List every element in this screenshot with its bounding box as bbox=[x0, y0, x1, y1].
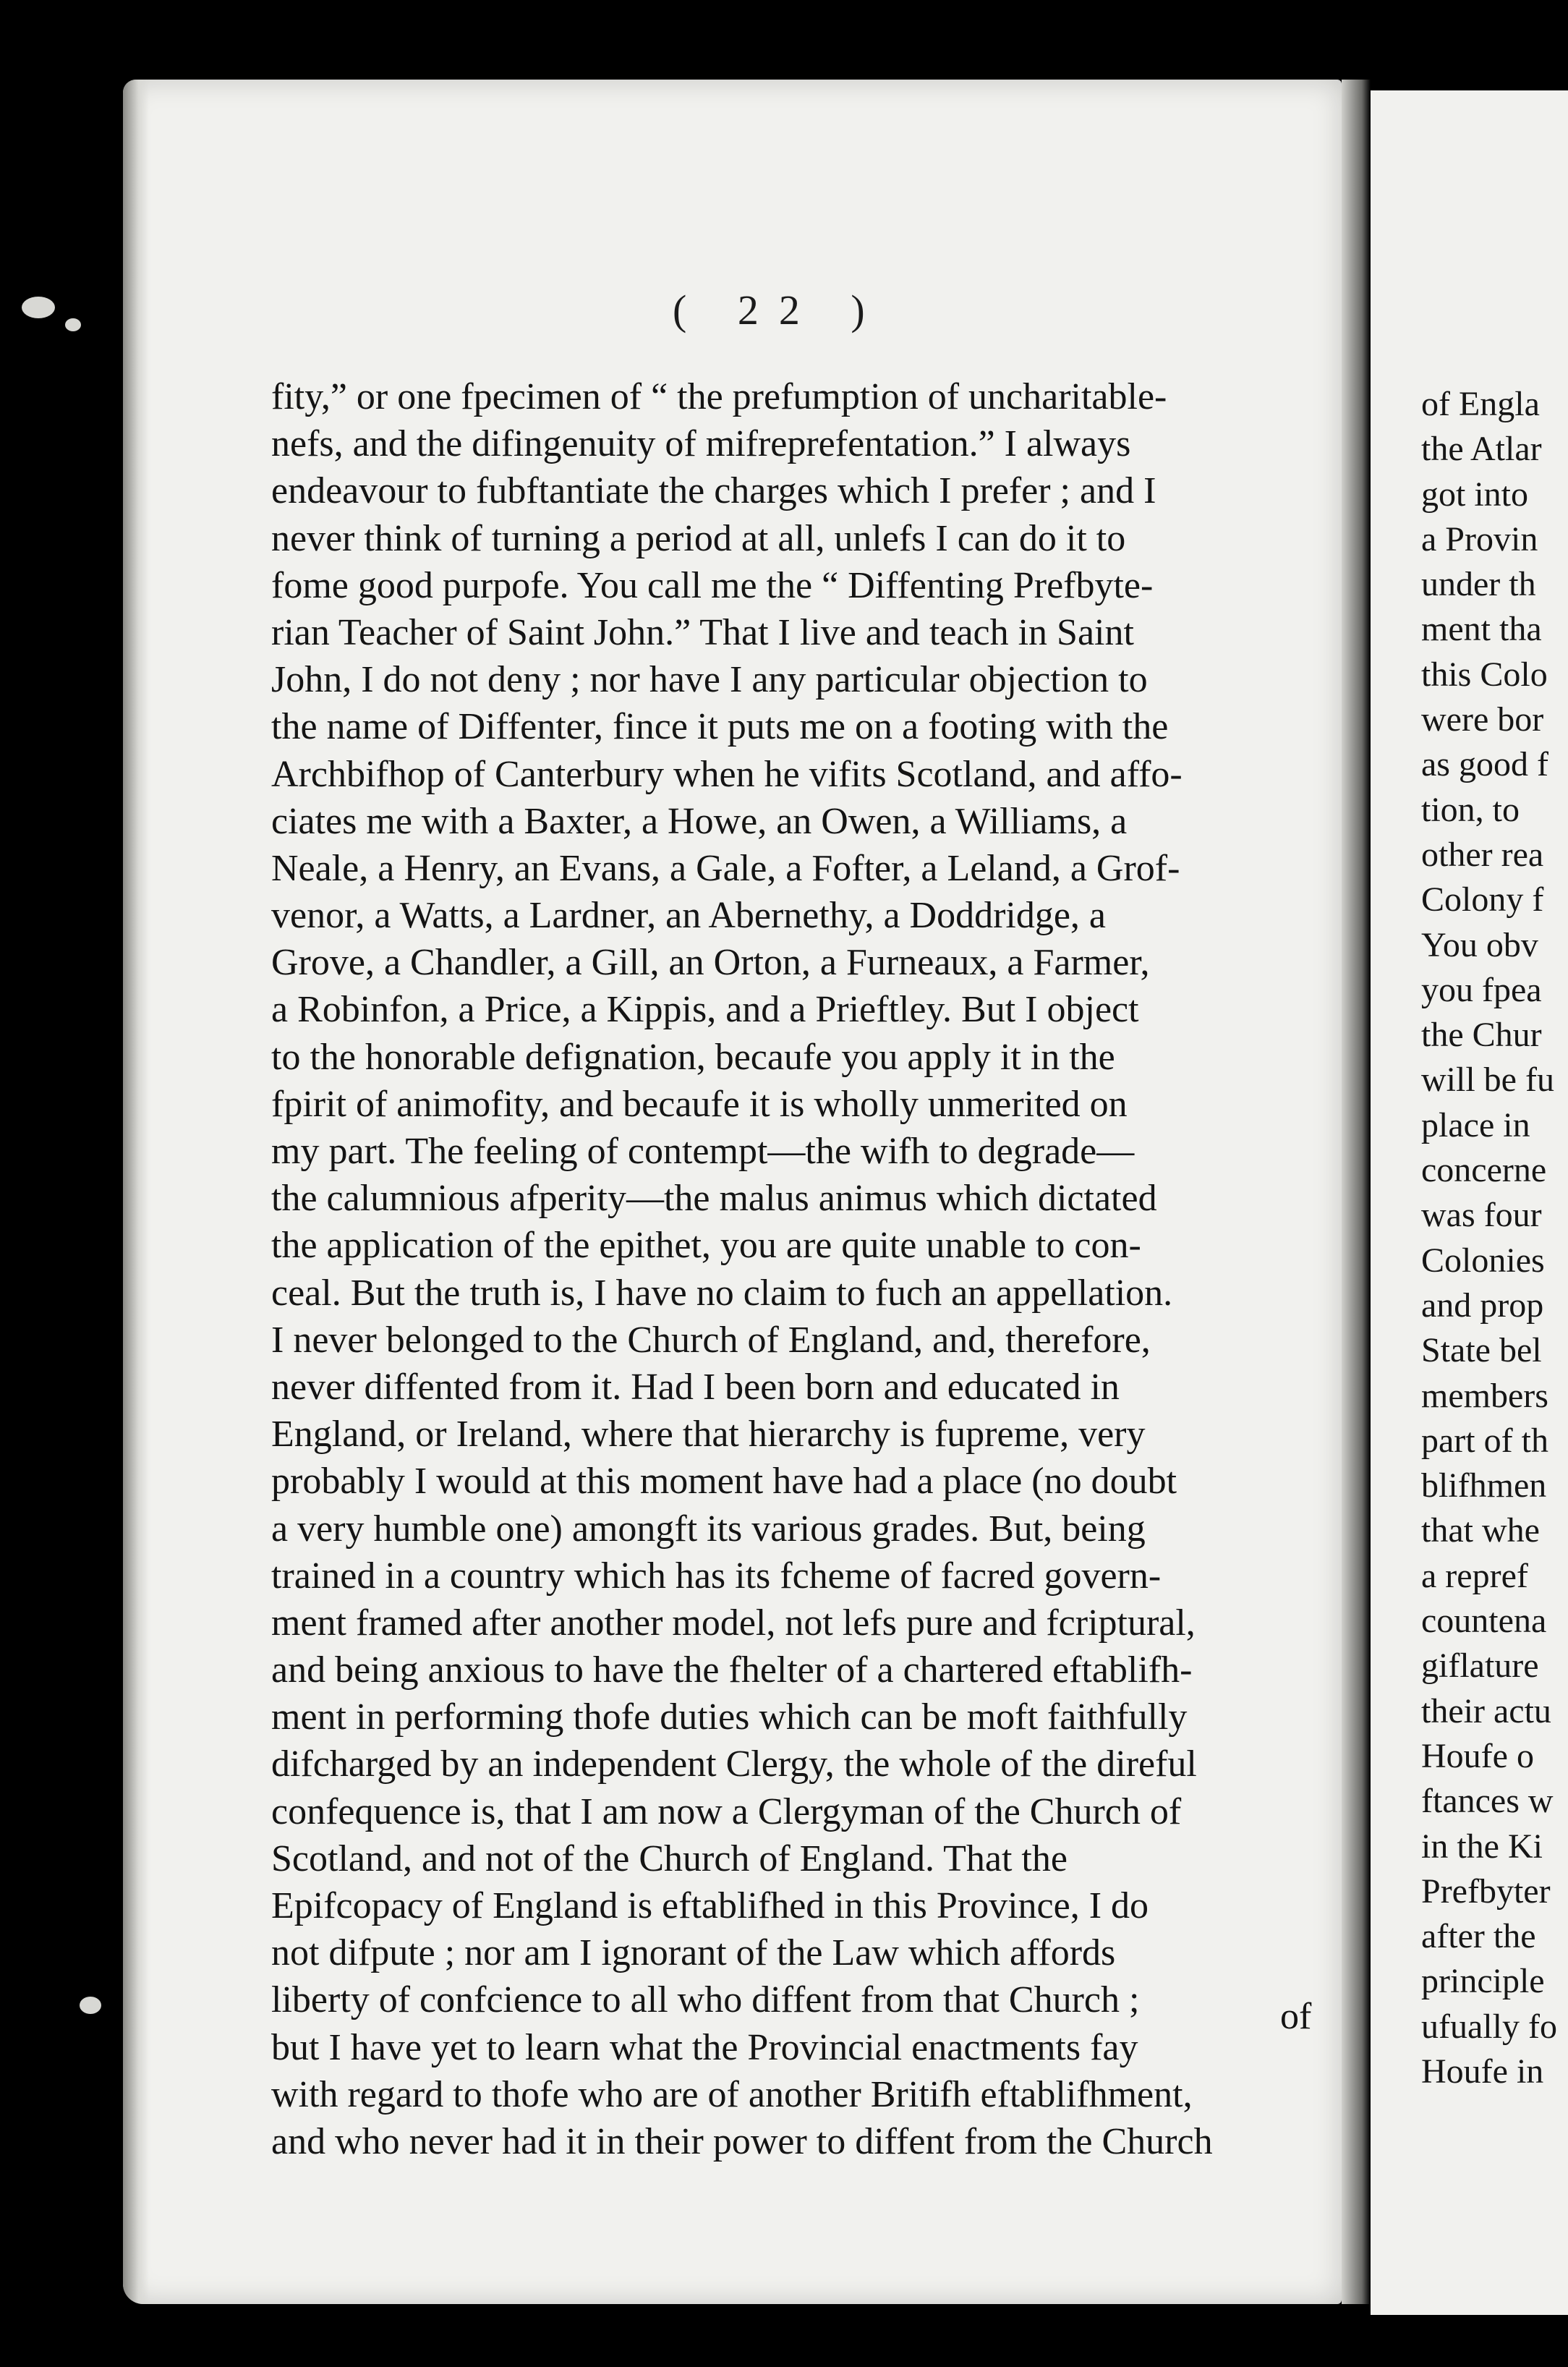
text-line: a Provin bbox=[1421, 519, 1538, 558]
text-line: Neale, a Henry, an Evans, a Gale, a Fofter, a Leland, a Grof- bbox=[271, 847, 1180, 889]
text-line: as good f bbox=[1421, 745, 1548, 784]
text-line: this Colo bbox=[1421, 655, 1548, 694]
text-line: Epifcopacy of England is eftablifhed in this Province, I do bbox=[271, 1885, 1149, 1926]
text-line: the name of Diffenter, fince it puts me on a footing with the bbox=[271, 706, 1169, 748]
text-line: principle bbox=[1421, 1962, 1545, 2001]
text-line: John, I do not deny ; nor have I any particular objection to bbox=[271, 659, 1148, 701]
text-line: tion, to bbox=[1421, 790, 1520, 829]
text-line: You obv bbox=[1421, 925, 1538, 964]
text-line: after the bbox=[1421, 1917, 1536, 1956]
text-line: England, or Ireland, where that hierarchy is fupreme, very bbox=[271, 1414, 1146, 1456]
text-line: giflature bbox=[1421, 1646, 1539, 1686]
text-line: place in bbox=[1421, 1105, 1530, 1144]
text-line: Colony f bbox=[1421, 880, 1544, 919]
text-line: their actu bbox=[1421, 1691, 1551, 1730]
text-line: trained in a country which has its fcheme of facred govern- bbox=[271, 1555, 1162, 1597]
text-line: never think of turning a period at all, unlefs I can do it to bbox=[271, 517, 1126, 559]
text-line: ciates me with a Baxter, a Howe, an Owen, a Williams, a bbox=[271, 800, 1128, 842]
right-page-body-text bbox=[1421, 382, 1566, 2094]
text-line: Grove, a Chandler, a Gill, an Orton, a Furneaux, a Farmer, bbox=[271, 942, 1150, 984]
text-line: nefs, and the difingenuity of mifreprefentation.” I always bbox=[271, 423, 1131, 465]
text-line: Houfe o bbox=[1421, 1736, 1534, 1775]
text-line: the application of the epithet, you are quite unable to con- bbox=[271, 1225, 1141, 1267]
text-line: a repref bbox=[1421, 1556, 1528, 1595]
text-line: my part. The feeling of contempt—the wifh to degrade— bbox=[271, 1131, 1135, 1172]
text-line: of Engla bbox=[1421, 385, 1540, 423]
text-line: with regard to thofe who are of another Britifh eftablifhment, bbox=[271, 2073, 1193, 2115]
text-line: never diffented from it. Had I been born and educated in bbox=[271, 1366, 1120, 1408]
page-number: ( 22 ) bbox=[673, 286, 885, 333]
text-line: rian Teacher of Saint John.” That I live and teach in Saint bbox=[271, 611, 1134, 653]
scan-speck bbox=[65, 318, 81, 331]
text-line: ment tha bbox=[1421, 610, 1542, 649]
text-line: but I have yet to learn what the Provincial enactments fay bbox=[271, 2026, 1138, 2068]
text-line: was four bbox=[1421, 1196, 1542, 1235]
text-line: ment framed after another model, not lefs pure and fcriptural, bbox=[271, 1602, 1196, 1644]
text-line: probably I would at this moment have had a place (no doubt bbox=[271, 1461, 1177, 1503]
text-line: you fpea bbox=[1421, 970, 1542, 1009]
text-line: fome good purpofe. You call me the “ Diffenting Prefbyte- bbox=[271, 564, 1154, 606]
text-line: and who never had it in their power to diffent from the Church bbox=[271, 2120, 1213, 2162]
text-line: liberty of confcience to all who diffent from that Church ; bbox=[271, 1979, 1140, 2021]
text-line: difcharged by an independent Clergy, the whole of the direful bbox=[271, 1743, 1197, 1785]
text-line: in the Ki bbox=[1421, 1827, 1543, 1866]
text-line: State bel bbox=[1421, 1331, 1542, 1370]
text-line: the calumnious afperity—the malus animus which dictated bbox=[271, 1178, 1157, 1220]
text-line: fity,” or one fpecimen of “ the prefumption of uncharitable- bbox=[271, 376, 1167, 417]
scan-speck bbox=[80, 1997, 101, 2014]
text-line: fpirit of animofity, and becaufe it is wholly unmerited on bbox=[271, 1083, 1128, 1125]
scan-speck bbox=[22, 297, 55, 318]
book-gutter bbox=[1342, 80, 1371, 2304]
text-line: got into bbox=[1421, 475, 1529, 514]
text-line: concerne bbox=[1421, 1151, 1547, 1190]
text-line: venor, a Watts, a Lardner, an Abernethy, a Doddridge, a bbox=[271, 895, 1107, 937]
text-line: members bbox=[1421, 1376, 1548, 1415]
text-line: confequence is, that I am now a Clergyman of the Church of bbox=[271, 1790, 1182, 1832]
text-line: I never belonged to the Church of England, and, therefore, bbox=[271, 1319, 1151, 1361]
text-line: a Robinfon, a Price, a Kippis, and a Prieftley. But I object bbox=[271, 989, 1139, 1031]
text-line: under th bbox=[1421, 565, 1536, 604]
text-line: ment in performing thofe duties which can be moft faithfully bbox=[271, 1696, 1188, 1738]
text-line: will be fu bbox=[1421, 1061, 1554, 1100]
text-line: Prefbyter bbox=[1421, 1871, 1551, 1911]
text-line: ceal. But the truth is, I have no claim to fuch an appellation. bbox=[271, 1272, 1173, 1314]
text-line: that whe bbox=[1421, 1511, 1540, 1550]
text-line: ftances w bbox=[1421, 1782, 1554, 1821]
text-line: blifhmen bbox=[1421, 1466, 1547, 1505]
text-line: part of th bbox=[1421, 1421, 1548, 1460]
text-line: and prop bbox=[1421, 1286, 1544, 1325]
text-line: to the honorable defignation, becaufe you apply it in the bbox=[271, 1036, 1115, 1078]
text-line: Scotland, and not of the Church of England. That the bbox=[271, 1837, 1068, 1879]
text-line: other rea bbox=[1421, 835, 1544, 874]
text-line: and being anxious to have the fhelter of a chartered eftablifh- bbox=[271, 1649, 1193, 1691]
text-line: endeavour to fubftantiate the charges which I prefer ; and I bbox=[271, 470, 1156, 512]
text-line: ufually fo bbox=[1421, 2007, 1557, 2046]
text-line: Houfe in bbox=[1421, 2052, 1544, 2091]
left-page-body-text bbox=[271, 373, 1313, 2165]
text-line: not difpute ; nor am I ignorant of the Law which affords bbox=[271, 1932, 1116, 1974]
text-line: Archbifhop of Canterbury when he vifits Scotland, and affo- bbox=[271, 753, 1183, 795]
text-line: countena bbox=[1421, 1602, 1547, 1641]
catchword: of bbox=[1280, 1996, 1312, 2037]
text-line: the Chur bbox=[1421, 1016, 1542, 1055]
text-line: a very humble one) amongft its various grades. But, being bbox=[271, 1508, 1146, 1550]
text-line: the Atlar bbox=[1421, 430, 1542, 469]
text-line: were bor bbox=[1421, 700, 1544, 739]
text-line: Colonies bbox=[1421, 1241, 1545, 1280]
